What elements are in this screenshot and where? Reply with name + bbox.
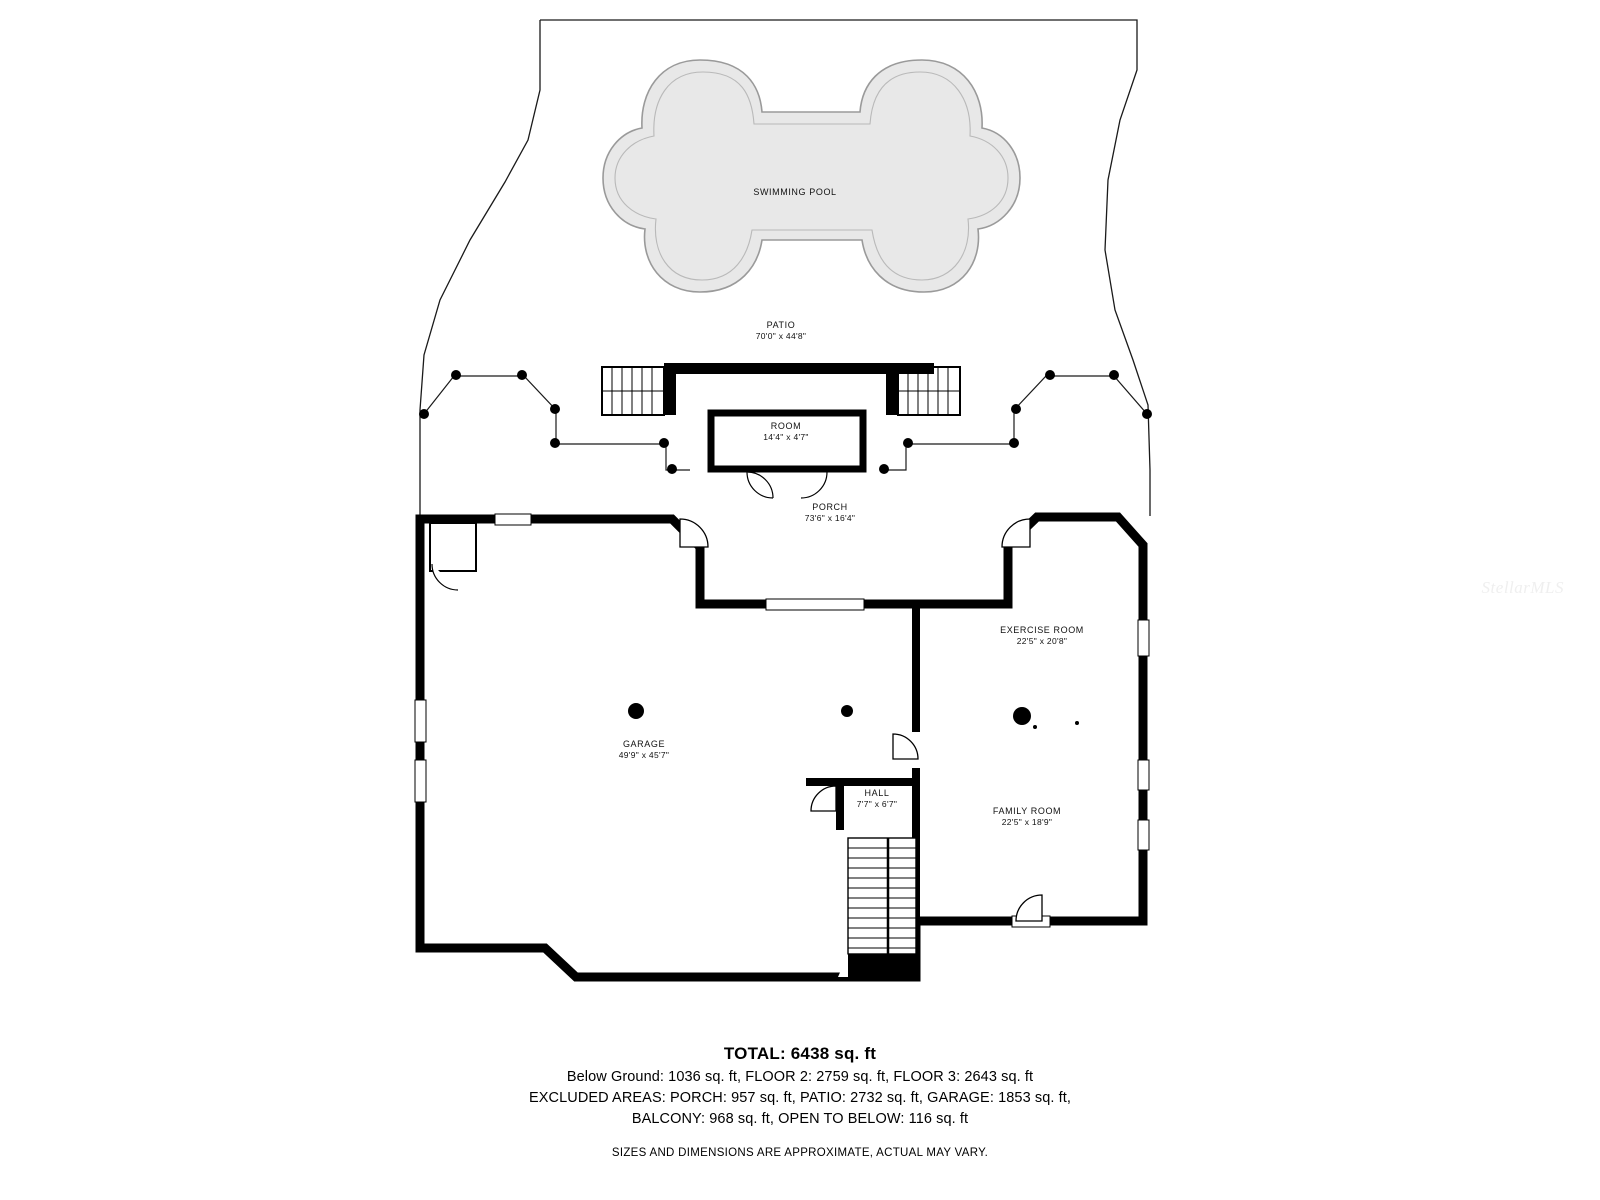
room-name: GARAGE: [622, 739, 666, 750]
room-name: PATIO: [766, 320, 796, 331]
room-dimension: 14'4" x 4'7": [763, 432, 809, 443]
room-name: FAMILY ROOM: [992, 806, 1062, 817]
room-name: SWIMMING POOL: [753, 186, 837, 197]
porch-structure: [602, 363, 960, 498]
floor-breakdown-text: Below Ground: 1036 sq. ft, FLOOR 2: 2759 sq. ft, FLOOR 3: 2643 sq. ft: [566, 1069, 1034, 1085]
porch-railing-left: [424, 376, 690, 470]
room-dimension: 22'5" x 18'9": [1001, 817, 1053, 828]
fixture-dots: [628, 703, 1079, 729]
wall-openings: [415, 514, 1149, 927]
total-area-text: TOTAL: 6438 sq. ft: [723, 1044, 877, 1063]
swimming-pool-shape: [603, 60, 1020, 292]
stairs: [838, 838, 916, 977]
room-name: EXERCISE ROOM: [1000, 625, 1084, 636]
excluded-areas-text-line1: EXCLUDED AREAS: PORCH: 957 sq. ft, PATIO: 2732 sq. ft, GARAGE: 1853 sq. ft,: [528, 1090, 1072, 1107]
room-name: ROOM: [770, 421, 802, 432]
room-dimension: 22'5" x 20'8": [1016, 636, 1068, 647]
room-dimension: 73'6" x 16'4": [804, 513, 856, 524]
patio-outline: [420, 20, 1150, 516]
railing-posts-left: [419, 370, 677, 474]
room-name: HALL: [864, 788, 890, 799]
room-dimension: 7'7" x 6'7": [856, 799, 898, 810]
disclaimer-text: SIZES AND DIMENSIONS ARE APPROXIMATE, ACTUAL MAY VARY.: [611, 1147, 989, 1160]
excluded-areas-text-line2: BALCONY: 968 sq. ft, OPEN TO BELOW: 116 sq. ft: [631, 1111, 969, 1128]
railing-posts-right: [879, 370, 1152, 474]
porch-railing-right: [884, 376, 1147, 470]
watermark-stellarmls: StellarMLS: [1481, 578, 1564, 597]
garage-bumpout: [430, 523, 476, 590]
room-dimension: 70'0" x 44'8": [755, 331, 807, 342]
room-name: PORCH: [812, 502, 848, 513]
room-dimension: 49'9" x 45'7": [618, 750, 670, 761]
area-summary: [0, 1044, 1600, 1159]
